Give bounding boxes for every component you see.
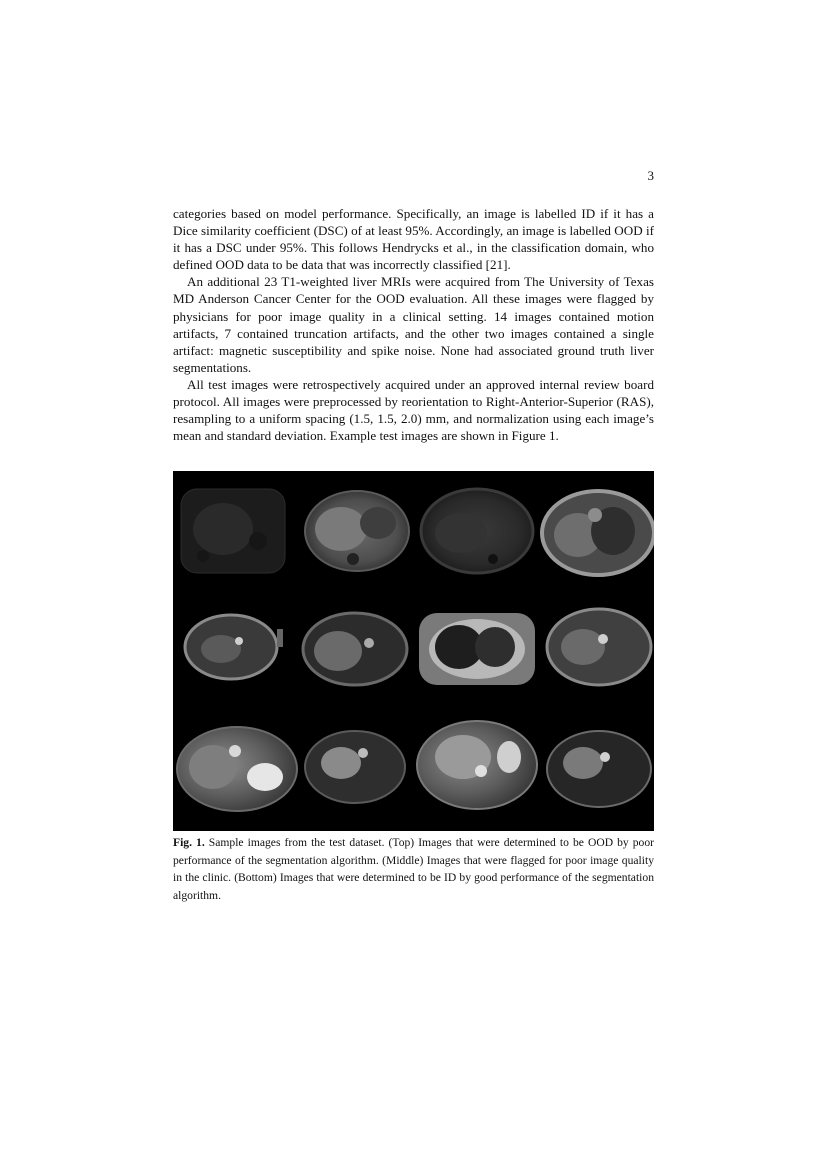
mri-tile (305, 491, 409, 571)
mri-tile (547, 609, 651, 685)
mri-tile (421, 489, 533, 573)
figure-1-mri-grid (173, 471, 654, 831)
mri-tile (181, 489, 285, 573)
paragraph-2: An additional 23 T1-weighted liver MRIs were acquired from The University of Texas MD Anderson Cancer Center for the OOD evaluation. All these images were flagged by physicians for poor image quality in a clinical setting. 14 images contained motion artifacts, 7 contained truncation artifacts, and the other two images contained a single artifact: magnetic susceptibility and spike noise. None had associated ground truth liver segmentations. (173, 274, 654, 375)
mri-grid-image (173, 471, 654, 831)
caption-label: Fig. 1. (173, 836, 205, 849)
mri-tile (417, 721, 537, 809)
paragraph-3: All test images were retrospectively acquired under an approved internal review board protocol. All images were preprocessed by reorientation to Right-Anterior-Superior (RAS), resampling to a uniform spacing (1.5, 1.5, 2.0) mm, and normalization using each image’s mean and standard deviation. Example test images are shown in Figure 1. (173, 376, 654, 444)
figure-caption (173, 834, 654, 904)
row-middle-flagged (185, 609, 651, 685)
mri-tile (303, 613, 407, 685)
mri-tile (185, 615, 283, 679)
mri-tile (542, 491, 654, 575)
mri-tile (547, 731, 651, 807)
paragraph-1: categories based on model performance. Specifically, an image is labelled ID if it has a Dice similarity coefficient (DSC) of at least 95%. Accordingly, an image is labelled OOD if it has a DSC under 95%. This follows Hendrycks et al., in the classification domain, who defined OOD data to be data that was incorrectly classified [21]. (173, 206, 654, 273)
mri-tile (177, 727, 297, 811)
mri-tile (305, 731, 405, 803)
mri-tile (419, 613, 535, 685)
caption-text: Sample images from the test dataset. (Top) Images that were determined to be OOD by poor performance of the segmentation algorithm. (Middle) Images that were flagged for poor image quality in the clinic. (Bottom) Images that were determined to be ID by good performance of the segmentation algorithm. (173, 836, 655, 902)
row-bottom-id (177, 721, 651, 811)
body-text (173, 205, 654, 444)
row-top-ood (181, 489, 654, 575)
page-number: 3 (647, 168, 654, 183)
